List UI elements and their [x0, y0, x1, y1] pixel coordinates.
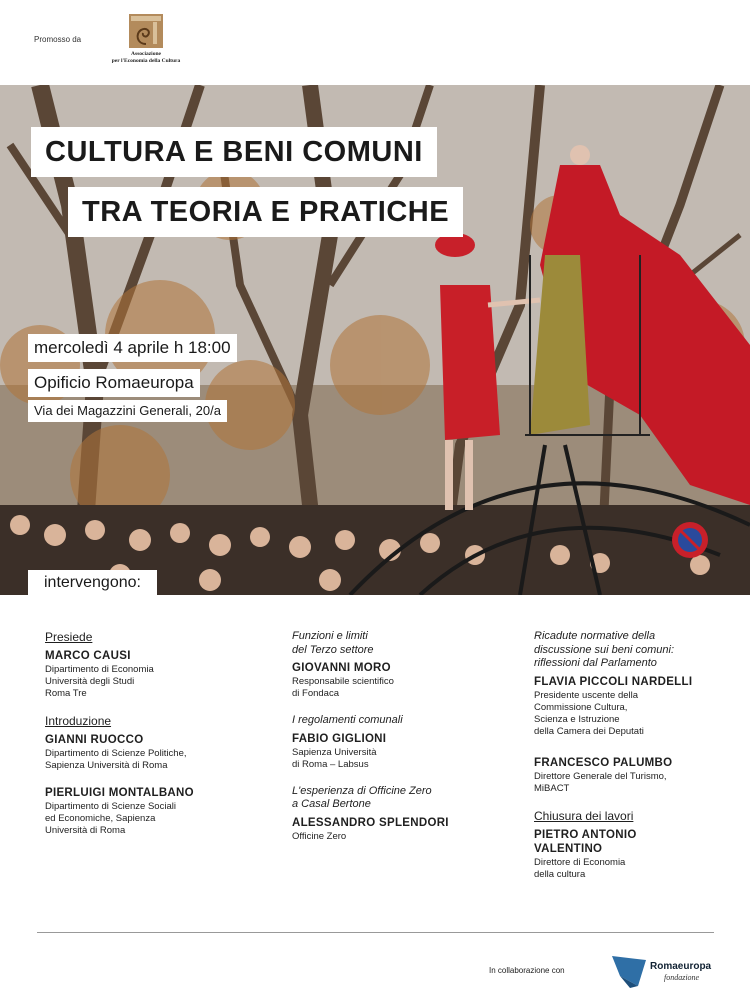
program-column-3: [534, 630, 734, 895]
speaker-name: MARCO CAUSI: [45, 650, 131, 662]
speaker-affiliation: Sapienza Università di Roma – Labsus: [292, 746, 377, 770]
spiral-capital-icon: [129, 14, 163, 48]
event-venue: Opificio Romaeuropa: [28, 369, 200, 397]
entry-topic: Funzioni e limiti del Terzo settore: [292, 630, 374, 656]
speaker-name: FRANCESCO PALUMBO: [534, 756, 673, 769]
footer-divider: [37, 932, 714, 933]
speaker-affiliation: Responsabile scientifico di Fondaca: [292, 676, 394, 699]
program-entry: [45, 630, 245, 700]
program-column-2: [292, 630, 492, 857]
speaker-name: PIERLUIGI MONTALBANO: [45, 787, 194, 799]
event-title-line2: TRA TEORIA E PRATICHE: [68, 187, 463, 237]
speaker-affiliation: Dipartimento di Scienze Sociali ed Economiche, Sapienza Università di Roma: [45, 801, 176, 836]
program-entry: [534, 756, 734, 795]
entry-topic: Ricadute normative della discussione sui beni comuni: riflessioni dal Parlamento: [534, 630, 675, 669]
program-entry: [45, 714, 245, 772]
association-name-line1: Associazione: [131, 51, 161, 57]
event-date-time: mercoledì 4 aprile h 18:00: [28, 334, 237, 362]
speaker-name: ALESSANDRO SPLENDORI: [292, 816, 449, 829]
speaker-affiliation: Officine Zero: [292, 830, 347, 842]
program-column-1: [45, 630, 245, 851]
partner-logo-subtitle: fondazione: [664, 973, 700, 982]
collaboration-label: In collaborazione con: [489, 966, 565, 975]
program-entry: [292, 785, 492, 843]
event-title-line1: CULTURA E BENI COMUNI: [31, 127, 437, 177]
speaker-affiliation: Presidente uscente della Commissione Cultura, Scienza e Istruzione della Camera dei Deputati: [534, 689, 644, 737]
speaker-name: FLAVIA PICCOLI NARDELLI: [534, 675, 693, 688]
promoted-by-label: Promosso da: [34, 35, 82, 44]
association-name-line2: per l'Economia della Cultura: [111, 58, 181, 64]
entry-role: Chiusura dei lavori: [534, 808, 634, 823]
entry-role: Presiede: [45, 630, 93, 644]
program-entry: [292, 714, 492, 771]
speaker-affiliation: Dipartimento di Economia Università degli Studi Roma Tre: [45, 664, 154, 699]
speaker-affiliation: Direttore Generale del Turismo, MiBACT: [534, 770, 667, 794]
program-entry: [534, 809, 734, 881]
speaker-affiliation: Direttore di Economia della cultura: [534, 856, 626, 880]
event-address: Via dei Magazzini Generali, 20/a: [28, 400, 227, 422]
association-logo: [106, 14, 186, 65]
speaker-affiliation: Dipartimento di Scienze Politiche, Sapienza Università di Roma: [45, 748, 187, 771]
program-entry: [45, 786, 245, 837]
entry-role: Introduzione: [45, 714, 112, 728]
partner-logo-name: Romaeuropa: [650, 961, 712, 972]
speaker-name: GIANNI RUOCCO: [45, 734, 144, 746]
speakers-heading: intervengono:: [28, 570, 157, 596]
speaker-name: PIETRO ANTONIO VALENTINO: [534, 828, 637, 855]
entry-topic: L'esperienza di Officine Zero a Casal Bertone: [292, 784, 432, 810]
program-entry: [534, 630, 734, 738]
speaker-name: FABIO GIGLIONI: [292, 732, 387, 745]
speaker-name: GIOVANNI MORO: [292, 662, 391, 674]
program-entry: [292, 630, 492, 700]
entry-topic: I regolamenti comunali: [292, 714, 403, 726]
